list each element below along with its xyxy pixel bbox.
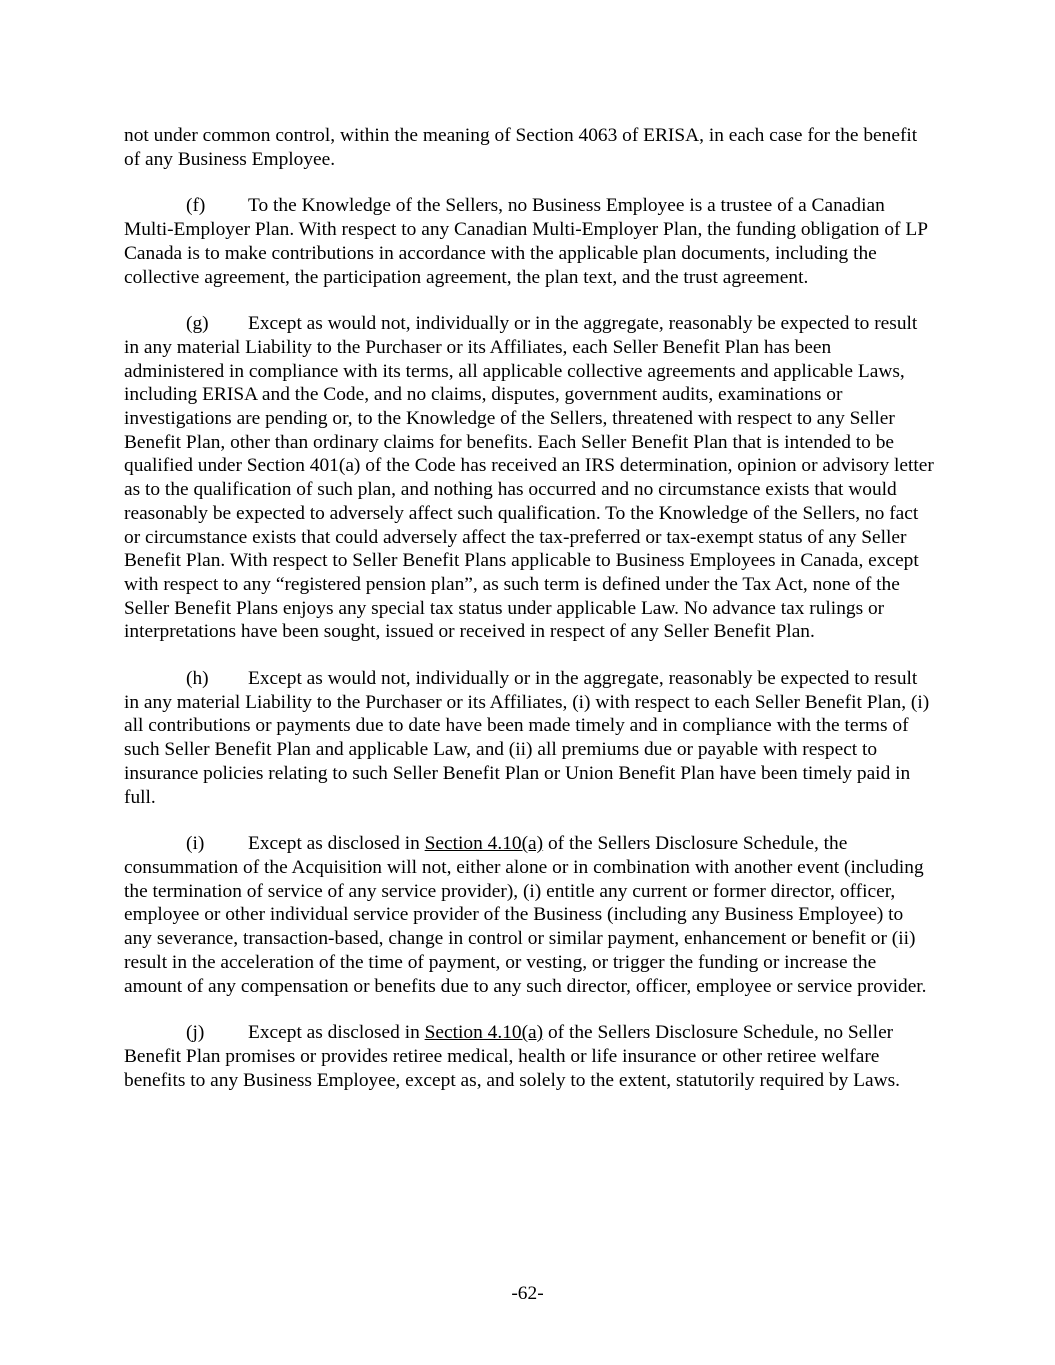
section-f-label: (f) [186, 195, 206, 217]
section-h-text: Except as would not, individually or in the aggregate, reasonably be expected to result in any material Liability to the Purchaser or its Affiliates, (i) with respect to each Seller Benefit Plan, (i) all contributions or payments due to date have been made timely and in compliance with the terms of such Seller Benefit Plan and applicable Law, and (ii) all premiums due or payable with respect to insurance policies relating to such Seller Benefit Plan or Union Benefit Plan have been timely paid in full. [124, 668, 930, 808]
section-j-text-post: of the Sellers Disclosure Schedule, no Seller Benefit Plan promises or provides retiree medical, health or life insurance or other retiree welfare benefits to any Business Employee, except as, and solely to the extent, statutorily required by Laws. [124, 1022, 900, 1091]
section-g-text: Except as would not, individually or in the aggregate, reasonably be expected to result in any material Liability to the Purchaser or its Affiliates, each Seller Benefit Plan has been administered in compliance with its terms, all applicable collective agreements and applicable Laws, including ERISA and the Code, and no claims, disputes, government audits, examinations or investigations are pending or, to the Knowledge of the Sellers, threatened with respect to any Seller Benefit Plan, other than ordinary claims for benefits. Each Seller Benefit Plan that is intended to be qualified under Section 401(a) of the Code has received an IRS determination, opinion or advisory letter as to the qualification of such plan, and nothing has occurred and no circumstance exists that would reasonably be expected to adversely affect such qualification. To the Knowledge of the Sellers, no fact or circumstance exists that could adversely affect the tax-preferred or tax-exempt status of any Seller Benefit Plan. With respect to Seller Benefit Plans applicable to Business Employees in Canada, except with respect to any “registered pension plan”, as such term is defined under the Tax Act, none of the Seller Benefit Plans enjoys any special tax status under applicable Law. No advance tax rulings or interpretations have been sought, issued or received in respect of any Seller Benefit Plan. [124, 313, 934, 643]
section-i [124, 832, 936, 998]
section-i-text-post: of the Sellers Disclosure Schedule, the consummation of the Acquisition will not, either alone or in combination with another event (including the termination of service of any service provider), (i) entitle any current or former director, officer, employee or other individual service provider of the Business (including any Business Employee) to any severance, transaction-based, change in control or similar payment, enhancement or benefit or (ii) result in the acceleration of the time of payment, or vesting, or trigger the funding or increase the amount of any compensation or benefits due to any such director, officer, employee or service provider. [124, 833, 927, 997]
section-g-label: (g) [186, 313, 209, 335]
section-f [124, 194, 936, 289]
section-g [124, 312, 936, 644]
section-h [124, 667, 936, 809]
section-h-label: (h) [186, 668, 209, 690]
section-i-text-pre: Except as disclosed in [248, 833, 425, 855]
page-number: -62- [511, 1283, 544, 1304]
document-page [124, 124, 936, 1115]
section-j [124, 1021, 936, 1092]
section-j-cross-reference: Section 4.10(a) [424, 1022, 544, 1044]
continuation-paragraph: not under common control, within the meaning of Section 4063 of ERISA, in each case for the benefit of any Business Employee. [124, 125, 918, 170]
section-i-cross-reference: Section 4.10(a) [424, 833, 544, 855]
section-j-text-pre: Except as disclosed in [248, 1022, 425, 1044]
section-f-text: To the Knowledge of the Sellers, no Business Employee is a trustee of a Canadian Multi-Employer Plan. With respect to any Canadian Multi-Employer Plan, the funding obligation of LP Canada is to make contributions in accordance with the applicable plan documents, including the collective agreement, the participation agreement, the plan text, and the trust agreement. [124, 195, 928, 288]
section-j-label: (j) [186, 1022, 205, 1044]
section-i-label: (i) [186, 833, 205, 855]
